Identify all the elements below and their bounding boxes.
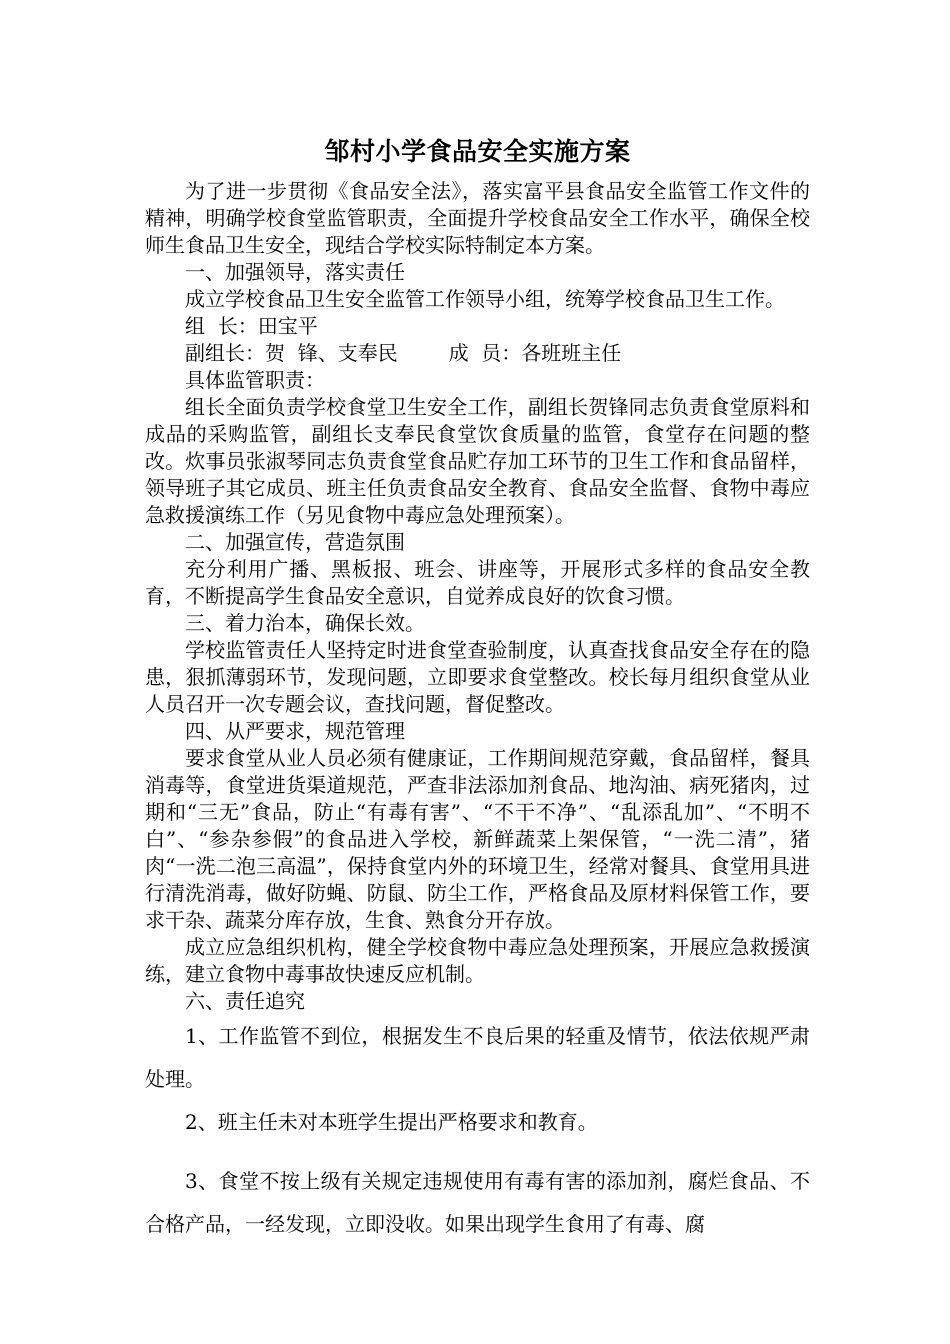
intro-paragraph: 为了进一步贯彻《食品安全法》，落实富平县食品安全监管工作文件的精神，明确学校食堂监管职责，全面提升学校食品安全工作水平，确保全校师生食品卫生安全，现结合学校实际特制定本方案。 [145,179,810,257]
section-5-body: 成立应急组织机构，健全学校食物中毒应急处理预案，开展应急救援演练，建立食物中毒事故快速反应机制。 [145,935,810,986]
team-leader-line: 组 长：田宝平 [185,314,318,338]
section-4-body: 要求食堂从业人员必须有健康证，工作期间规范穿戴，食品留样，餐具消毒等，食堂进货渠道规范，严查非法添加剂食品、地沟油、病死猪肉，过期和“三无”食品，防止“有毒有害”、“不干不净”、“乱添乱加”、“不明不白”、“参杂参假”的食品进入学校，新鲜蔬菜上架保管，“一洗二清”，猪肉“一洗二泡三高温”，保持食堂内外的环境卫生，经常对餐具、食堂用具进行清洗消毒，做好防蝇、防鼠、防尘工作，严格食品及原材料保管工作，要求干杂、蔬菜分库存放，生食、熟食分开存放。 [145,746,810,932]
team-members-line: 副组长：贺 锋、支奉民 成 员：各班班主任 [185,341,622,365]
duties-heading: 具体监管职责： [185,368,325,392]
section-3-body: 学校监管责任人坚持定时进食堂查验制度，认真查找食品安全存在的隐患，狠抓薄弱环节，发现问题，立即要求食堂整改。校长每月组织食堂从业人员召开一次专题会议，查找问题，督促整改。 [145,638,810,716]
section-3-heading: 三、着力治本，确保长效。 [185,611,425,635]
responsibility-item-2: 2、班主任未对本班学生提出严格要求和教育。 [185,1110,598,1134]
section-6-heading: 六、责任追究 [185,989,305,1013]
duties-paragraph: 组长全面负责学校食堂卫生安全工作，副组长贺锋同志负责食堂原料和成品的采购监管，副组长支奉民食堂饮食质量的监管，食堂存在问题的整改。炊事员张淑琴同志负责食堂食品贮存加工环节的卫生工作和食品留样，领导班子其它成员、班主任负责食品安全教育、食品安全监督、食物中毒应急救援演练工作（另见食物中毒应急处理预案）。 [145,395,810,527]
responsibility-item-1: 1、工作监管不到位，根据发生不良后果的轻重及情节，依法依规严肃处理。 [145,1024,810,1091]
section-1-body: 成立学校食品卫生安全监管工作领导小组，统筹学校食品卫生工作。 [185,287,785,311]
section-2-body: 充分利用广播、黑板报、班会、讲座等，开展形式多样的食品安全教育，不断提高学生食品安全意识，自觉养成良好的饮食习惯。 [145,557,810,608]
section-4-heading: 四、从严要求，规范管理 [185,719,405,743]
document-title: 邹村小学食品安全实施方案 [324,137,631,166]
section-1-heading: 一、加强领导，落实责任 [185,260,405,284]
section-2-heading: 二、加强宣传，营造氛围 [185,530,405,554]
responsibility-item-3: 3、食堂不按上级有关规定违规使用有毒有害的添加剂，腐烂食品、不合格产品，一经发现，立即没收。如果出现学生食用了有毒、腐 [145,1169,810,1236]
document-page [145,132,810,1246]
responsibility-list [145,1015,810,1246]
